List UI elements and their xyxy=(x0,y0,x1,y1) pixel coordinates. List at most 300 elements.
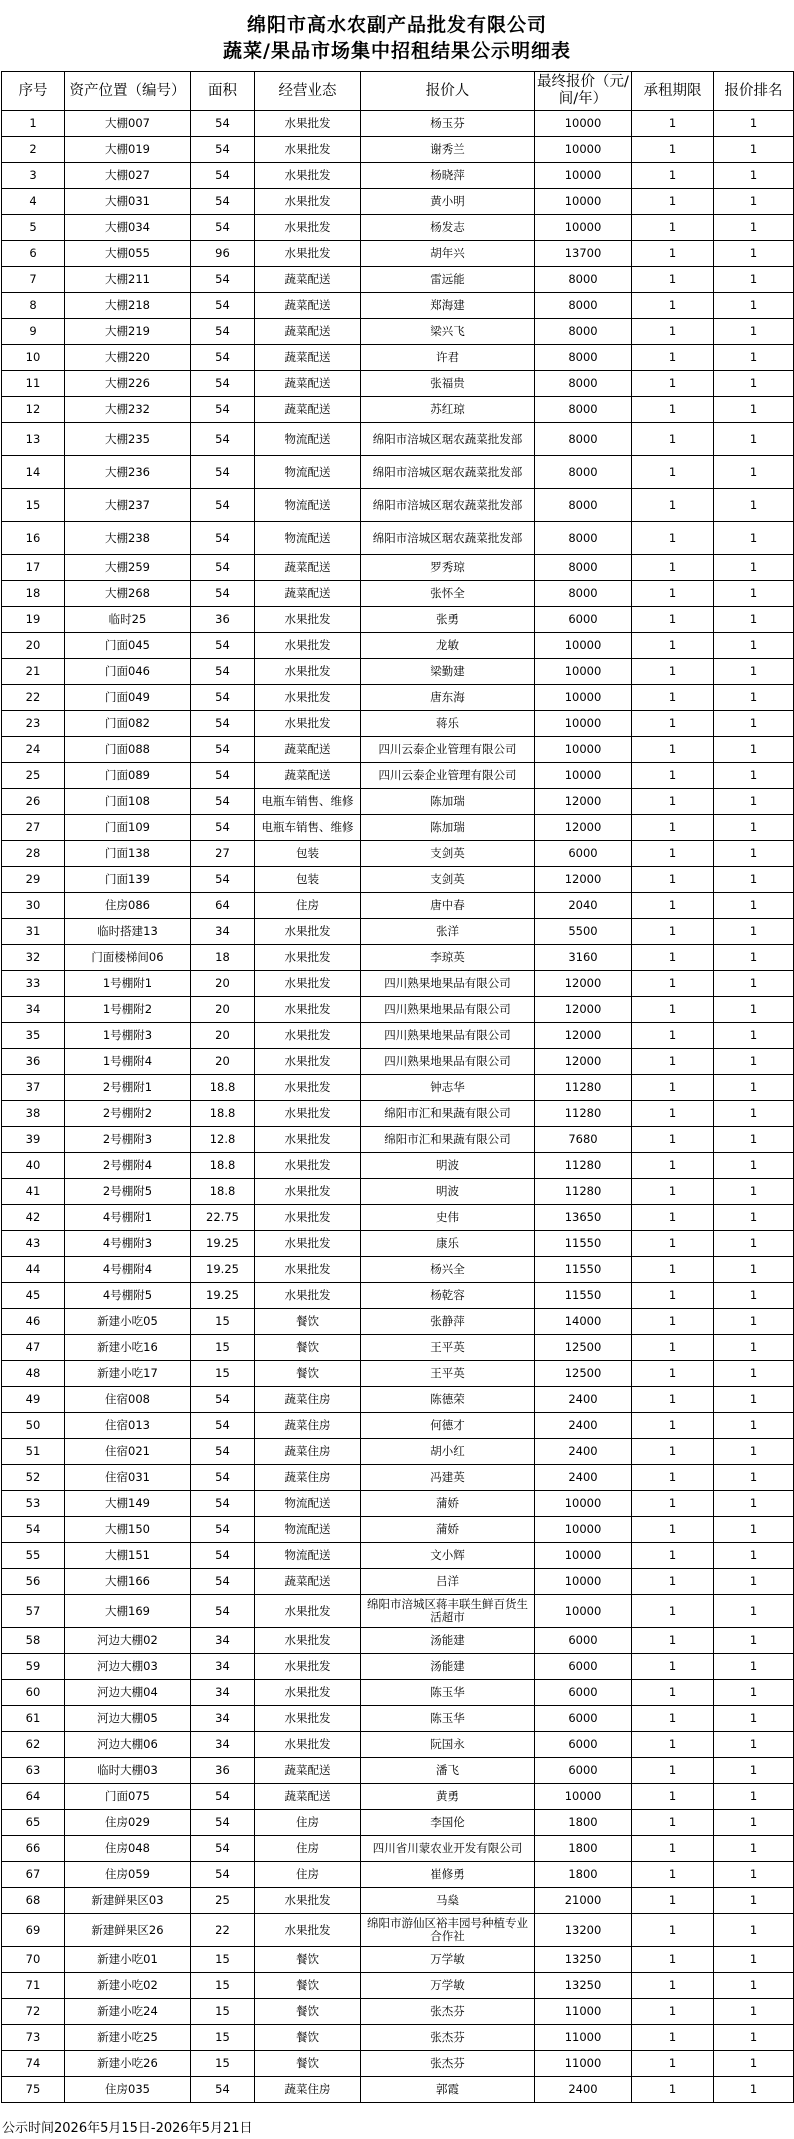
cell-business: 水果批发 xyxy=(255,1205,361,1231)
cell-business: 物流配送 xyxy=(255,1543,361,1569)
table-row xyxy=(2,685,794,711)
table-row xyxy=(2,215,794,241)
cell-area: 22.75 xyxy=(191,1205,255,1231)
table-row xyxy=(2,1491,794,1517)
cell-area: 54 xyxy=(191,737,255,763)
cell-area: 54 xyxy=(191,189,255,215)
table-row xyxy=(2,1075,794,1101)
cell-business: 餐饮 xyxy=(255,1947,361,1973)
cell-term: 1 xyxy=(632,1914,714,1947)
cell-bidder: 张杰芬 xyxy=(361,1999,535,2025)
cell-index: 62 xyxy=(2,1732,65,1758)
table-row xyxy=(2,522,794,555)
cell-index: 28 xyxy=(2,841,65,867)
cell-area: 20 xyxy=(191,1049,255,1075)
cell-business: 餐饮 xyxy=(255,1361,361,1387)
cell-final-price: 8000 xyxy=(535,345,632,371)
cell-term: 1 xyxy=(632,1543,714,1569)
cell-business: 水果批发 xyxy=(255,1179,361,1205)
table-row xyxy=(2,841,794,867)
cell-location: 住房029 xyxy=(65,1810,191,1836)
table-row xyxy=(2,737,794,763)
cell-term: 1 xyxy=(632,1517,714,1543)
cell-business: 电瓶车销售、维修 xyxy=(261,820,354,834)
cell-index: 71 xyxy=(2,1973,65,1999)
cell-location: 1号棚附4 xyxy=(65,1049,191,1075)
cell-bidder: 汤能建 xyxy=(361,1654,535,1680)
cell-location: 新建鲜果区03 xyxy=(65,1888,191,1914)
cell-term: 1 xyxy=(632,919,714,945)
table-row xyxy=(2,711,794,737)
table-row xyxy=(2,1758,794,1784)
cell-rank: 1 xyxy=(714,1309,794,1335)
cell-location: 河边大棚03 xyxy=(65,1654,191,1680)
cell-term: 1 xyxy=(632,1947,714,1973)
cell-bidder: 绵阳市涪城区琚农蔬菜批发部 xyxy=(361,522,535,555)
cell-location: 住房086 xyxy=(65,893,191,919)
cell-business: 水果批发 xyxy=(255,1732,361,1758)
cell-term: 1 xyxy=(632,1758,714,1784)
table-row xyxy=(2,633,794,659)
cell-final-price: 10000 xyxy=(535,633,632,659)
cell-bidder: 杨晓萍 xyxy=(361,163,535,189)
cell-final-price: 8000 xyxy=(535,423,632,456)
cell-final-price: 2400 xyxy=(535,2077,632,2103)
cell-index: 16 xyxy=(2,522,65,555)
cell-area: 12.8 xyxy=(191,1127,255,1153)
cell-area: 34 xyxy=(191,1654,255,1680)
cell-index: 48 xyxy=(2,1361,65,1387)
cell-area: 15 xyxy=(191,1947,255,1973)
cell-term: 1 xyxy=(632,241,714,267)
table-row xyxy=(2,1973,794,1999)
table-row xyxy=(2,1179,794,1205)
cell-index: 72 xyxy=(2,1999,65,2025)
cell-final-price: 8000 xyxy=(535,555,632,581)
cell-rank: 1 xyxy=(714,1628,794,1654)
cell-area: 54 xyxy=(191,1387,255,1413)
cell-location: 大棚027 xyxy=(65,163,191,189)
cell-location: 大棚232 xyxy=(65,397,191,423)
cell-final-price: 6000 xyxy=(535,1758,632,1784)
cell-bidder: 王平英 xyxy=(361,1361,535,1387)
cell-bidder: 郑海建 xyxy=(361,293,535,319)
cell-area: 54 xyxy=(191,1491,255,1517)
cell-location: 新建小吃01 xyxy=(65,1947,191,1973)
cell-index: 36 xyxy=(2,1049,65,1075)
cell-location: 2号棚附1 xyxy=(65,1075,191,1101)
cell-final-price: 12000 xyxy=(535,1023,632,1049)
cell-index: 30 xyxy=(2,893,65,919)
cell-business: 水果批发 xyxy=(255,1231,361,1257)
cell-location: 临时搭建13 xyxy=(65,919,191,945)
cell-final-price: 13250 xyxy=(535,1973,632,1999)
col-header-index: 序号 xyxy=(2,72,65,111)
cell-index: 51 xyxy=(2,1439,65,1465)
cell-area: 25 xyxy=(191,1888,255,1914)
cell-final-price: 2040 xyxy=(535,893,632,919)
cell-index: 70 xyxy=(2,1947,65,1973)
cell-index: 56 xyxy=(2,1569,65,1595)
cell-rank: 1 xyxy=(714,1283,794,1309)
cell-business: 蔬菜配送 xyxy=(255,293,361,319)
cell-rank: 1 xyxy=(714,2051,794,2077)
cell-rank: 1 xyxy=(714,189,794,215)
cell-area: 15 xyxy=(191,2025,255,2051)
cell-final-price: 12000 xyxy=(535,815,632,841)
cell-business: 水果批发 xyxy=(255,215,361,241)
cell-location: 大棚268 xyxy=(65,581,191,607)
cell-index: 14 xyxy=(2,456,65,489)
cell-location: 大棚238 xyxy=(65,522,191,555)
cell-rank: 1 xyxy=(714,489,794,522)
cell-area: 54 xyxy=(191,1784,255,1810)
cell-business: 蔬菜配送 xyxy=(255,1784,361,1810)
cell-area: 18.8 xyxy=(191,1075,255,1101)
cell-area: 64 xyxy=(191,893,255,919)
cell-location: 大棚031 xyxy=(65,189,191,215)
table-row xyxy=(2,267,794,293)
cell-business: 水果批发 xyxy=(255,1101,361,1127)
cell-area: 18 xyxy=(191,945,255,971)
cell-location: 新建小吃25 xyxy=(65,2025,191,2051)
cell-final-price: 5500 xyxy=(535,919,632,945)
cell-location: 河边大棚02 xyxy=(65,1628,191,1654)
cell-rank: 1 xyxy=(714,2025,794,2051)
cell-term: 1 xyxy=(632,763,714,789)
cell-index: 41 xyxy=(2,1179,65,1205)
results-table xyxy=(1,71,794,2103)
cell-area: 15 xyxy=(191,1335,255,1361)
cell-final-price: 2400 xyxy=(535,1465,632,1491)
table-row xyxy=(2,1628,794,1654)
cell-index: 34 xyxy=(2,997,65,1023)
cell-rank: 1 xyxy=(714,1023,794,1049)
cell-area: 54 xyxy=(191,555,255,581)
cell-location: 门面139 xyxy=(65,867,191,893)
cell-business: 水果批发 xyxy=(255,1127,361,1153)
table-row xyxy=(2,1706,794,1732)
cell-index: 13 xyxy=(2,423,65,456)
cell-rank: 1 xyxy=(714,111,794,137)
cell-area: 18.8 xyxy=(191,1101,255,1127)
cell-rank: 1 xyxy=(714,1973,794,1999)
cell-term: 1 xyxy=(632,997,714,1023)
cell-rank: 1 xyxy=(714,737,794,763)
table-row xyxy=(2,1517,794,1543)
cell-area: 54 xyxy=(191,371,255,397)
cell-term: 1 xyxy=(632,2051,714,2077)
cell-final-price: 6000 xyxy=(535,1628,632,1654)
table-row xyxy=(2,893,794,919)
cell-area: 18.8 xyxy=(191,1153,255,1179)
cell-location: 大棚220 xyxy=(65,345,191,371)
cell-rank: 1 xyxy=(714,893,794,919)
cell-index: 10 xyxy=(2,345,65,371)
cell-term: 1 xyxy=(632,1413,714,1439)
cell-final-price: 8000 xyxy=(535,371,632,397)
cell-rank: 1 xyxy=(714,1127,794,1153)
cell-location: 1号棚附3 xyxy=(65,1023,191,1049)
col-header-bidder: 报价人 xyxy=(361,72,535,111)
table-row xyxy=(2,1862,794,1888)
cell-term: 1 xyxy=(632,1257,714,1283)
cell-final-price: 1800 xyxy=(535,1862,632,1888)
cell-term: 1 xyxy=(632,1862,714,1888)
cell-location: 大棚211 xyxy=(65,267,191,293)
cell-location: 新建小吃24 xyxy=(65,1999,191,2025)
cell-index: 11 xyxy=(2,371,65,397)
cell-bidder: 绵阳市涪城区蒋丰联生鲜百货生活超市 xyxy=(361,1595,535,1628)
company-title: 绵阳市高水农副产品批发有限公司 xyxy=(246,14,547,36)
table-row xyxy=(2,763,794,789)
cell-term: 1 xyxy=(632,1231,714,1257)
cell-term: 1 xyxy=(632,555,714,581)
cell-index: 40 xyxy=(2,1153,65,1179)
cell-bidder: 龙敏 xyxy=(361,633,535,659)
cell-index: 73 xyxy=(2,2025,65,2051)
cell-location: 2号棚附2 xyxy=(65,1101,191,1127)
table-row xyxy=(2,163,794,189)
table-row xyxy=(2,1810,794,1836)
table-row xyxy=(2,555,794,581)
cell-business: 水果批发 xyxy=(255,1153,361,1179)
cell-term: 1 xyxy=(632,1491,714,1517)
cell-business: 水果批发 xyxy=(255,189,361,215)
cell-bidder: 黄小明 xyxy=(361,189,535,215)
cell-bidder: 王平英 xyxy=(361,1335,535,1361)
table-row xyxy=(2,945,794,971)
cell-business: 物流配送 xyxy=(255,522,361,555)
col-header-business: 经营业态 xyxy=(255,72,361,111)
cell-rank: 1 xyxy=(714,997,794,1023)
table-row xyxy=(2,659,794,685)
cell-index: 74 xyxy=(2,2051,65,2077)
cell-term: 1 xyxy=(632,1309,714,1335)
cell-index: 38 xyxy=(2,1101,65,1127)
cell-index: 64 xyxy=(2,1784,65,1810)
cell-term: 1 xyxy=(632,893,714,919)
cell-business: 电瓶车销售、维修 xyxy=(261,794,354,808)
col-header-rank: 报价排名 xyxy=(714,72,794,111)
cell-location: 大棚169 xyxy=(65,1595,191,1628)
cell-location: 大棚218 xyxy=(65,293,191,319)
cell-rank: 1 xyxy=(714,1543,794,1569)
table-row xyxy=(2,1049,794,1075)
cell-area: 54 xyxy=(191,1810,255,1836)
cell-bidder: 杨玉芬 xyxy=(361,111,535,137)
cell-location: 2号棚附3 xyxy=(65,1127,191,1153)
cell-bidder: 绵阳市涪城区琚农蔬菜批发部 xyxy=(361,456,535,489)
cell-bidder: 胡年兴 xyxy=(361,241,535,267)
cell-business: 蔬菜配送 xyxy=(255,737,361,763)
cell-area: 54 xyxy=(191,867,255,893)
cell-final-price: 13700 xyxy=(535,241,632,267)
cell-area: 54 xyxy=(191,522,255,555)
cell-business: 物流配送 xyxy=(255,456,361,489)
cell-bidder: 杨乾容 xyxy=(361,1283,535,1309)
cell-bidder: 史伟 xyxy=(361,1205,535,1231)
cell-area: 54 xyxy=(191,633,255,659)
cell-area: 54 xyxy=(191,456,255,489)
cell-business: 蔬菜住房 xyxy=(255,1465,361,1491)
cell-rank: 1 xyxy=(714,1205,794,1231)
cell-final-price: 12000 xyxy=(535,789,632,815)
table-row xyxy=(2,815,794,841)
table-row xyxy=(2,1947,794,1973)
cell-location: 门面082 xyxy=(65,711,191,737)
table-row xyxy=(2,2025,794,2051)
cell-bidder: 吕洋 xyxy=(361,1569,535,1595)
cell-area: 54 xyxy=(191,581,255,607)
cell-area: 54 xyxy=(191,685,255,711)
cell-final-price: 11550 xyxy=(535,1257,632,1283)
cell-rank: 1 xyxy=(714,2077,794,2103)
cell-area: 54 xyxy=(191,1569,255,1595)
cell-rank: 1 xyxy=(714,581,794,607)
cell-area: 36 xyxy=(191,1758,255,1784)
cell-rank: 1 xyxy=(714,1888,794,1914)
cell-final-price: 6000 xyxy=(535,1654,632,1680)
cell-term: 1 xyxy=(632,319,714,345)
table-row xyxy=(2,867,794,893)
cell-business: 蔬菜配送 xyxy=(255,1758,361,1784)
cell-rank: 1 xyxy=(714,1257,794,1283)
cell-area: 34 xyxy=(191,1706,255,1732)
cell-business: 住房 xyxy=(255,1862,361,1888)
cell-term: 1 xyxy=(632,489,714,522)
cell-final-price: 1800 xyxy=(535,1836,632,1862)
cell-final-price: 10000 xyxy=(535,711,632,737)
cell-term: 1 xyxy=(632,1101,714,1127)
cell-business: 餐饮 xyxy=(255,1999,361,2025)
table-row xyxy=(2,189,794,215)
cell-location: 门面089 xyxy=(65,763,191,789)
cell-rank: 1 xyxy=(714,711,794,737)
cell-bidder: 陈德荣 xyxy=(361,1387,535,1413)
cell-rank: 1 xyxy=(714,293,794,319)
cell-location: 门面049 xyxy=(65,685,191,711)
cell-area: 54 xyxy=(191,137,255,163)
cell-area: 19.25 xyxy=(191,1231,255,1257)
cell-bidder: 绵阳市涪城区琚农蔬菜批发部 xyxy=(361,423,535,456)
col-header-final-price: 最终报价（元/间/年） xyxy=(535,72,632,111)
cell-final-price: 10000 xyxy=(535,1543,632,1569)
cell-bidder: 四川云泰企业管理有限公司 xyxy=(361,737,535,763)
cell-area: 20 xyxy=(191,971,255,997)
table-row xyxy=(2,971,794,997)
table-row xyxy=(2,1439,794,1465)
cell-location: 大棚236 xyxy=(65,456,191,489)
cell-bidder: 蒋乐 xyxy=(361,711,535,737)
cell-term: 1 xyxy=(632,1706,714,1732)
table-row xyxy=(2,1836,794,1862)
cell-bidder: 支剑英 xyxy=(361,867,535,893)
cell-term: 1 xyxy=(632,659,714,685)
cell-rank: 1 xyxy=(714,1413,794,1439)
cell-rank: 1 xyxy=(714,1101,794,1127)
cell-location: 大棚151 xyxy=(65,1543,191,1569)
table-row xyxy=(2,1569,794,1595)
cell-rank: 1 xyxy=(714,633,794,659)
cell-area: 34 xyxy=(191,1732,255,1758)
cell-business: 蔬菜住房 xyxy=(255,1439,361,1465)
cell-term: 1 xyxy=(632,1439,714,1465)
cell-index: 3 xyxy=(2,163,65,189)
cell-final-price: 13200 xyxy=(535,1914,632,1947)
cell-index: 49 xyxy=(2,1387,65,1413)
cell-rank: 1 xyxy=(714,945,794,971)
cell-business: 水果批发 xyxy=(255,1283,361,1309)
cell-term: 1 xyxy=(632,1361,714,1387)
cell-area: 54 xyxy=(191,267,255,293)
cell-bidder: 李国伦 xyxy=(361,1810,535,1836)
table-row xyxy=(2,1335,794,1361)
cell-term: 1 xyxy=(632,1569,714,1595)
cell-final-price: 8000 xyxy=(535,489,632,522)
table-row xyxy=(2,1465,794,1491)
cell-final-price: 12000 xyxy=(535,867,632,893)
cell-area: 54 xyxy=(191,763,255,789)
cell-area: 54 xyxy=(191,1836,255,1862)
cell-index: 8 xyxy=(2,293,65,319)
cell-area: 20 xyxy=(191,997,255,1023)
table-row xyxy=(2,1654,794,1680)
table-row xyxy=(2,293,794,319)
cell-index: 44 xyxy=(2,1257,65,1283)
cell-final-price: 6000 xyxy=(535,607,632,633)
table-row xyxy=(2,1361,794,1387)
cell-bidder: 汤能建 xyxy=(361,1628,535,1654)
cell-business: 水果批发 xyxy=(255,919,361,945)
cell-area: 54 xyxy=(191,789,255,815)
cell-index: 2 xyxy=(2,137,65,163)
cell-final-price: 11280 xyxy=(535,1101,632,1127)
col-header-term: 承租期限 xyxy=(632,72,714,111)
cell-rank: 1 xyxy=(714,919,794,945)
cell-location: 大棚226 xyxy=(65,371,191,397)
cell-rank: 1 xyxy=(714,319,794,345)
cell-business: 物流配送 xyxy=(255,1517,361,1543)
col-header-area: 面积 xyxy=(191,72,255,111)
cell-rank: 1 xyxy=(714,841,794,867)
cell-final-price: 12500 xyxy=(535,1335,632,1361)
cell-term: 1 xyxy=(632,345,714,371)
cell-bidder: 绵阳市涪城区琚农蔬菜批发部 xyxy=(361,489,535,522)
cell-index: 42 xyxy=(2,1205,65,1231)
cell-area: 96 xyxy=(191,241,255,267)
cell-business: 包装 xyxy=(255,867,361,893)
cell-final-price: 2400 xyxy=(535,1387,632,1413)
cell-business-container xyxy=(255,789,361,815)
cell-term: 1 xyxy=(632,1680,714,1706)
cell-final-price: 10000 xyxy=(535,1491,632,1517)
table-row xyxy=(2,789,794,815)
cell-index: 20 xyxy=(2,633,65,659)
cell-business: 水果批发 xyxy=(255,163,361,189)
cell-index: 67 xyxy=(2,1862,65,1888)
cell-term: 1 xyxy=(632,1595,714,1628)
cell-rank: 1 xyxy=(714,1335,794,1361)
cell-area: 54 xyxy=(191,815,255,841)
cell-business: 蔬菜配送 xyxy=(255,1569,361,1595)
cell-area: 15 xyxy=(191,1361,255,1387)
cell-bidder: 陈加瑞 xyxy=(361,789,535,815)
cell-bidder: 张洋 xyxy=(361,919,535,945)
cell-rank: 1 xyxy=(714,1387,794,1413)
cell-business: 水果批发 xyxy=(255,945,361,971)
cell-bidder: 冯建英 xyxy=(361,1465,535,1491)
